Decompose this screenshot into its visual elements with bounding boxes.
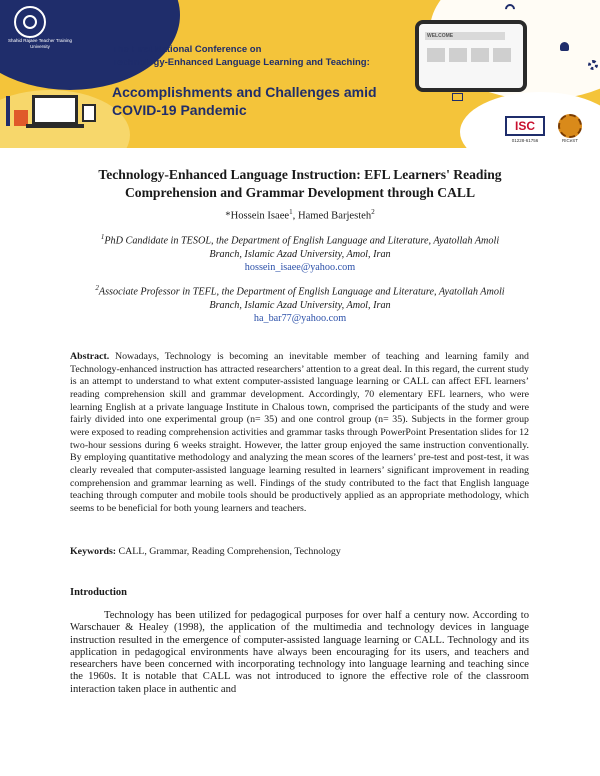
ricest-sun-icon	[558, 114, 582, 138]
conference-title-line2: Technology-Enhanced Language Learning and Teaching:	[112, 57, 370, 68]
tablet-tile	[449, 48, 467, 62]
affiliation-1	[60, 231, 540, 275]
affiliation-text: PhD Candidate in TESOL, the Department of English Language and Literature, Ayatollah Amoli	[104, 235, 500, 247]
abstract-label: Abstract.	[70, 351, 110, 362]
author-separator: ,	[292, 210, 298, 222]
conference-subtitle-line2: COVID-19 Pandemic	[112, 102, 247, 118]
tablet-tile	[471, 48, 489, 62]
tablet-tile	[493, 48, 511, 62]
paper-title	[40, 166, 560, 202]
affiliation-2	[60, 282, 540, 326]
abstract	[70, 351, 529, 516]
author-name: Hamed Barjesteh	[297, 210, 372, 222]
keywords-text: CALL, Grammar, Reading Comprehension, Technology	[116, 546, 341, 557]
bell-icon	[560, 42, 569, 51]
conference-subtitle-line1: Accomplishments and Challenges amid	[112, 84, 377, 100]
cup-icon	[82, 104, 96, 122]
ricest-label: RICeST	[561, 138, 578, 143]
keywords-label: Keywords:	[70, 546, 117, 557]
paper-title-line1: Technology-Enhanced Language Instruction: EFL Learners' Reading	[98, 167, 502, 182]
introduction-paragraph: Technology has been utilized for pedagogical purposes for over half a century now. According to Warschauer & Healey (1998), the application of the multimedia and technology devices in language instruction resulted in the emergence of computer-assisted language learning or CALL. Technology and its application in pedagogical environments have always been encouraging for its users, and teachers and researchers have been concerned with incorporating technology into language learning and teaching since the 1960s. It is notable that CALL was not introduced to ignore the effective role of the classroom interaction taken place in authentic and	[70, 610, 529, 695]
mail-icon	[452, 93, 463, 101]
author-affiliation-mark: 2	[371, 208, 375, 216]
conference-banner	[0, 0, 600, 148]
isc-logo: ISC	[505, 116, 545, 136]
affiliation-line	[60, 231, 540, 248]
affiliation-mark: 1	[100, 233, 105, 241]
pencil-icon	[6, 96, 10, 126]
affiliation-text: Associate Professor in TEFL, the Department of English Language and Literature, Ayatollah Amoli	[98, 286, 505, 298]
author-name: Hossein Isaee	[230, 210, 290, 222]
corresponding-mark: *	[225, 210, 231, 222]
affiliation-line	[60, 282, 540, 299]
affiliation-line: Branch, Islamic Azad University, Amol, Iran	[209, 248, 391, 260]
laptop-base-icon	[26, 124, 84, 128]
tablet-illustration-icon	[415, 20, 527, 92]
gear-icon	[588, 60, 598, 70]
author-email-link[interactable]: hossein_isaee@yahoo.com	[244, 262, 356, 274]
conference-title-line1: The First National Conference on	[112, 44, 262, 55]
university-name: Shahid Rajaee Teacher Training University	[8, 38, 72, 49]
isc-code: 01228-61756	[511, 138, 539, 143]
author-list	[40, 208, 560, 222]
affiliation-line: Branch, Islamic Azad University, Amol, Iran	[209, 299, 391, 311]
tablet-tile	[427, 48, 445, 62]
university-seal-icon	[14, 6, 46, 38]
author-email-link[interactable]: ha_bar77@yahoo.com	[253, 313, 347, 325]
paper-title-line2: Comprehension and Grammar Development through CALL	[124, 185, 476, 200]
keywords	[70, 546, 529, 557]
affiliation-mark: 2	[95, 284, 99, 292]
tablet-welcome-text: WELCOME	[427, 33, 454, 39]
abstract-text: Nowadays, Technology is becoming an inevitable member of teaching and learning family and Technology-enhanced instruction has attracted researchers’ attention to a great deal. In this regard, the current study is an attempt to understand to what extent computer-assisted language learning or CALL can affect EFL learners’ reading comprehension skill and grammar development. Accordingly, 70 elementary EFL learners, who were learning English at a private language Institute in Chalous town, comprised the participants of the study and were fairly divided into one experimental group (n= 35) and one control group (n= 35). Subjects in the former group were exposed to reading comprehension activities and grammar tasks through PowerPoint Presentation slides for 12 two-hour sessions during 6 weeks straight. However, the latter group enjoyed the same instruction conventionally. By employing quantitative methodology and analyzing the mean scores of the learners’ pre-test and post-test, it was clearly revealed that computer-assisted language learning resulted in learners’ significant improvement in reading comprehension and grammar learning as well. Findings of the study contributed to the fact that English language teaching through computer and mobile tools should be productively applied as an appropriate methodology, which seems to be beneficial for both young learners and teachers.	[70, 351, 529, 514]
laptop-icon	[32, 95, 78, 125]
section-heading-introduction: Introduction	[70, 587, 127, 598]
author-affiliation-mark: 1	[289, 208, 293, 216]
